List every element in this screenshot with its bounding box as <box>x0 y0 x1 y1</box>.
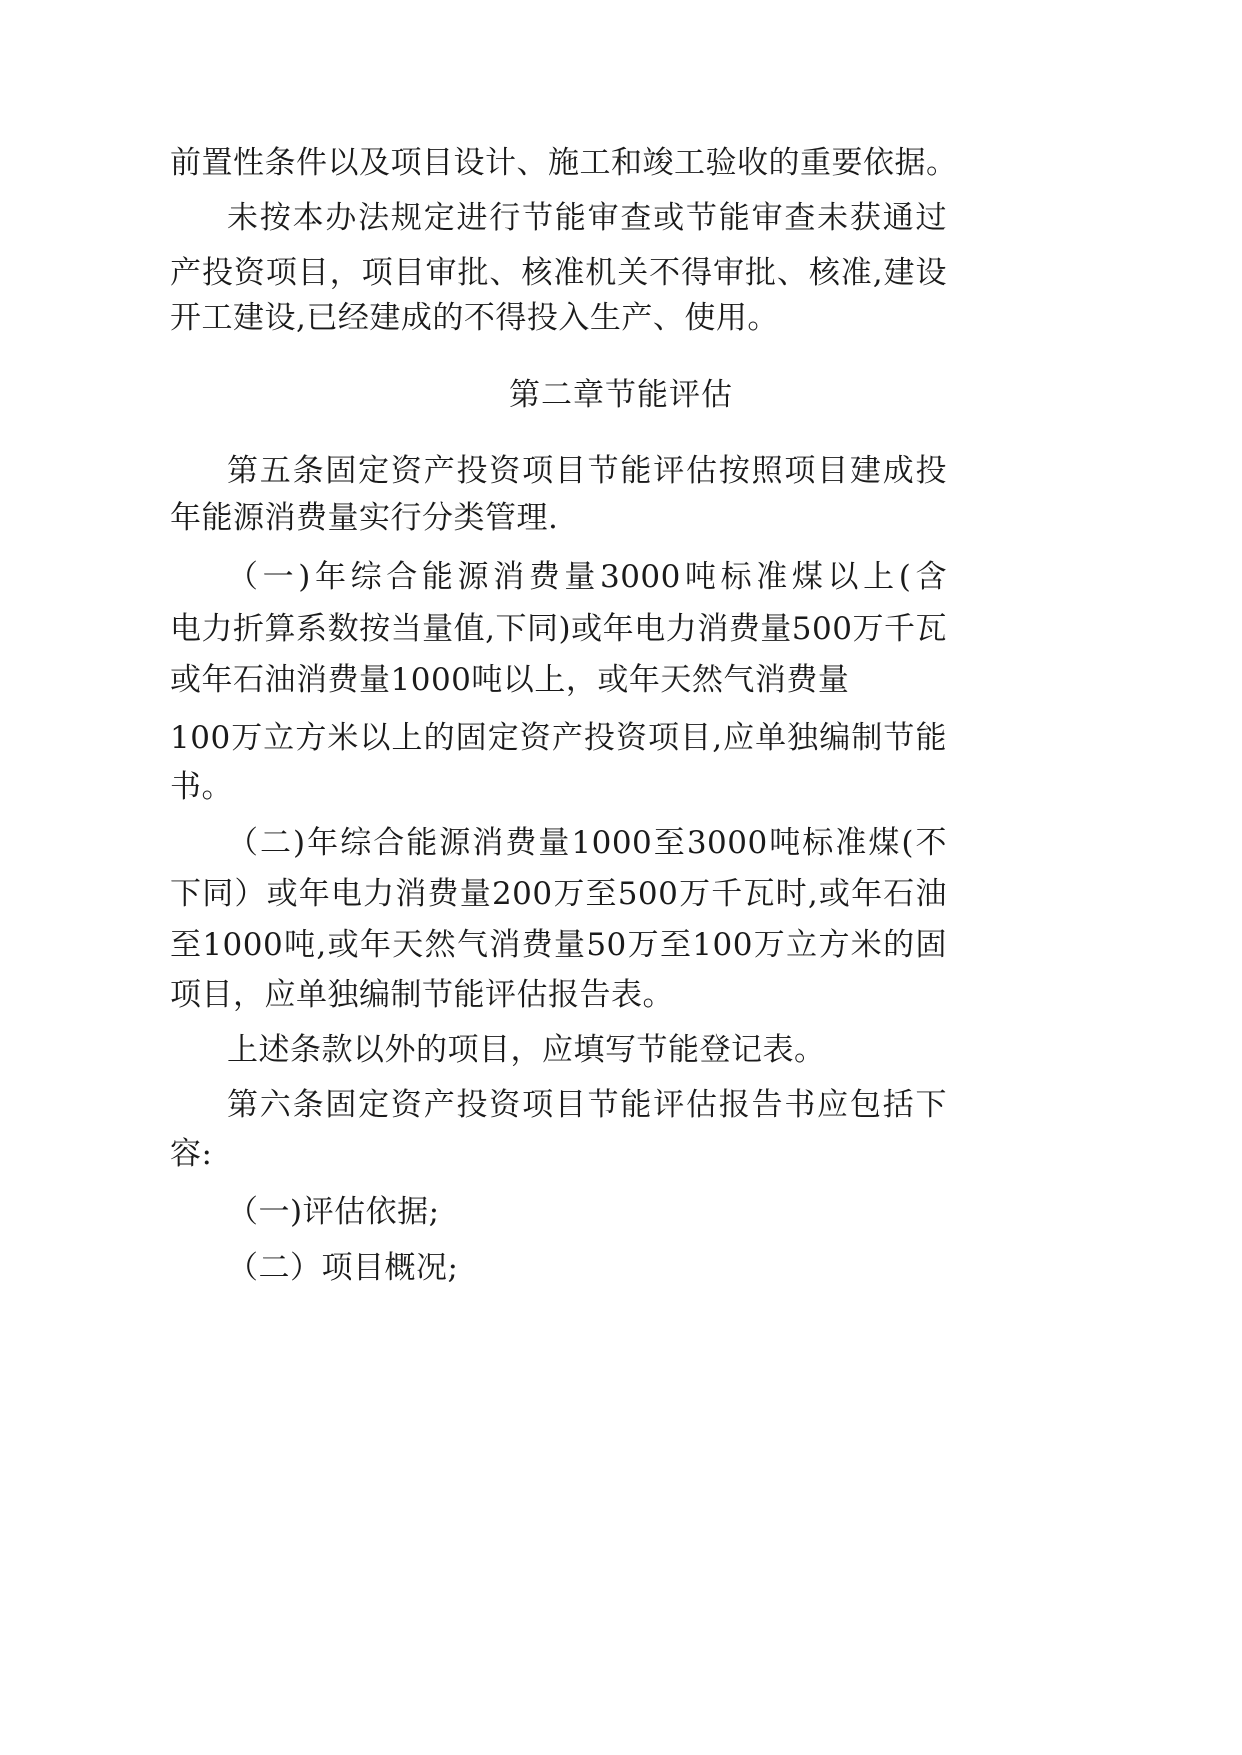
item-line: 项目，应单独编制节能评估报告表。 <box>170 977 674 1013</box>
paragraph-line: 前置性条件以及项目设计、施工和竣工验收的重要依据。 <box>170 145 958 181</box>
item-line: 下同）或年电力消费量200万至500万千瓦时,或年石油 <box>170 876 947 912</box>
article-line: 第六条固定资产投资项目节能评估报告书应包括下 <box>227 1087 947 1123</box>
list-item: （二）项目概况; <box>227 1250 459 1286</box>
paragraph-line: 上述条款以外的项目，应填写节能登记表。 <box>227 1032 826 1068</box>
list-item: （一)评估依据; <box>227 1194 440 1230</box>
article-line: 第五条固定资产投资项目节能评估按照项目建成投 <box>227 453 947 489</box>
item-line: 电力折算系数按当量值,下同)或年电力消费量500万千瓦 <box>170 611 947 647</box>
item-line: 100万立方米以上的固定资产投资项目,应单独编制节能 <box>170 720 947 756</box>
paragraph-line: 产投资项目，项目审批、核准机关不得审批、核准,建设 <box>170 255 947 291</box>
item-line: 至1000吨,或年天然气消费量50万至100万立方米的固 <box>170 927 947 963</box>
paragraph-line: 未按本办法规定进行节能审查或节能审查未获通过 <box>227 200 947 236</box>
article-line: 年能源消费量实行分类管理. <box>170 500 559 536</box>
article-line: 容: <box>170 1136 213 1172</box>
chapter-heading: 第二章节能评估 <box>509 377 733 413</box>
item-line: （二)年综合能源消费量1000至3000吨标准煤(不 <box>227 825 947 861</box>
paragraph-line: 开工建设,已经建成的不得投入生产、使用。 <box>170 300 779 336</box>
item-line: 书。 <box>170 769 233 805</box>
item-line: 或年石油消费量1000吨以上，或年天然气消费量 <box>170 662 850 698</box>
item-line: （一)年综合能源消费量3000吨标准煤以上(含 <box>227 559 947 595</box>
